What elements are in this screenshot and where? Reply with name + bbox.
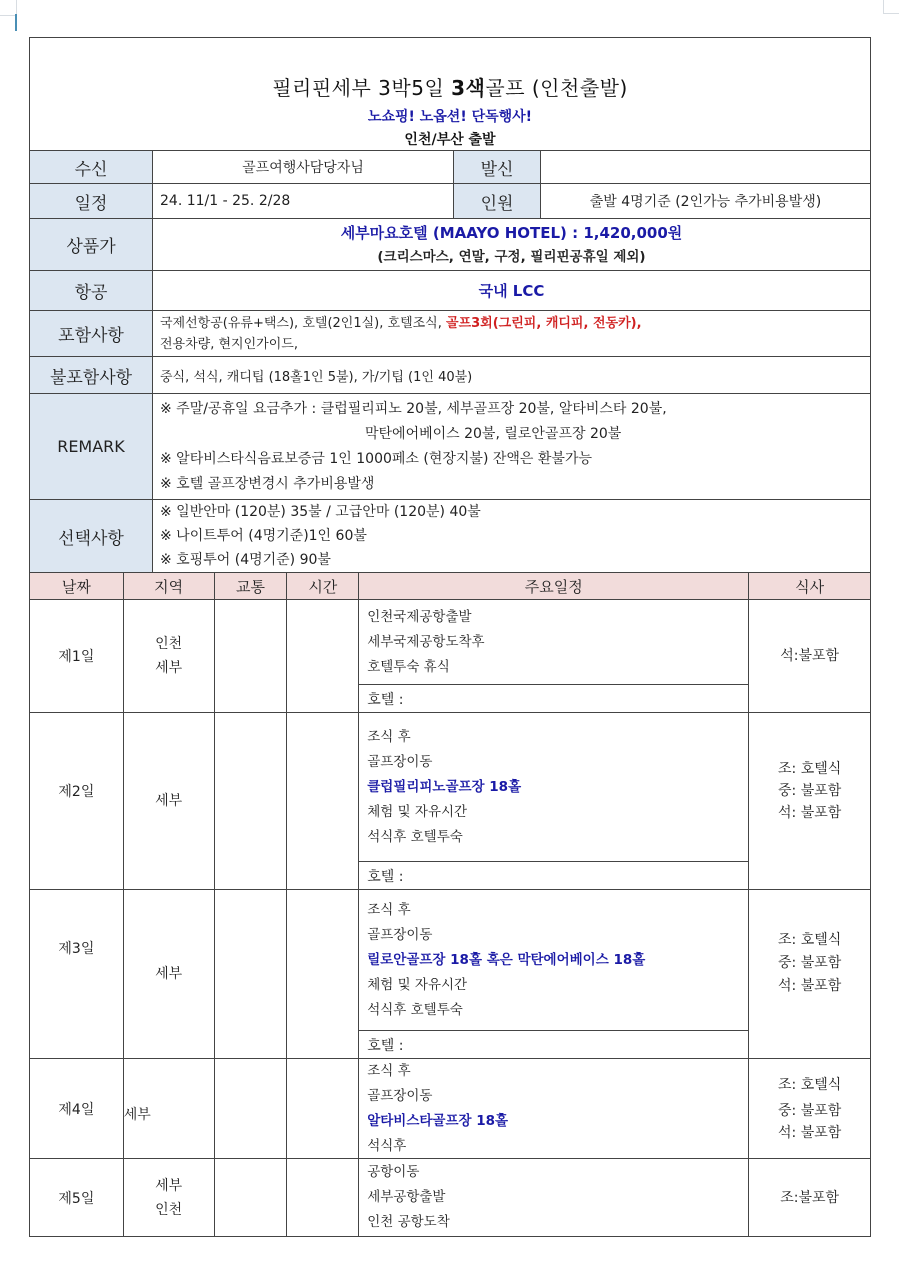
meal-item: 중: 불포함 (778, 783, 842, 799)
price-value (153, 219, 870, 270)
people-value: 출발 4명기준 (2인가능 추가비용발생) (589, 194, 822, 210)
itinerary-item: 조식 후 (367, 901, 411, 918)
meal-item: 중: 불포함 (778, 1102, 842, 1119)
region-name: 세부 (155, 966, 183, 982)
meal-item: 석: 불포함 (778, 805, 842, 821)
included-label: 포함사항 (30, 311, 153, 356)
options-value (153, 500, 870, 572)
schedule-row (30, 184, 870, 219)
included-row (30, 311, 870, 357)
itinerary-items (359, 713, 748, 861)
itinerary-items (359, 1159, 748, 1236)
itinerary-item-golf: 릴로안골프장 18홀 혹은 막탄에어베이스 18홀 (367, 951, 646, 968)
day-region (124, 713, 215, 889)
day-label: 제4일 (30, 1059, 124, 1158)
included-line-2: 전용차량, 현지인가이드, (160, 336, 298, 352)
col-header-itinerary: 주요일정 (359, 573, 749, 599)
day-time (287, 600, 359, 712)
day-transport (215, 600, 288, 712)
itinerary-item: 골프장이동 (367, 926, 433, 943)
itinerary-item-golf: 알타비스타골프장 18홀 (367, 1113, 509, 1129)
day-region (124, 1159, 215, 1236)
itinerary-item: 골프장이동 (367, 753, 433, 770)
region-name: 세부 (155, 1177, 183, 1194)
region-name: 인천 (155, 636, 183, 652)
itinerary-items (359, 600, 748, 684)
col-header-time: 시간 (287, 573, 359, 599)
day-time (287, 713, 359, 889)
day-label: 제5일 (30, 1159, 124, 1236)
schedule-table-header (30, 573, 870, 600)
remark-label: REMARK (30, 394, 153, 499)
schedule-day-row (30, 1159, 870, 1237)
meal-item: 석: 불포함 (778, 977, 842, 994)
itinerary-item: 인천 공항도착 (367, 1214, 450, 1230)
option-line: ※ 일반안마 (120분) 35불 / 고급안마 (120분) 40불 (160, 504, 481, 520)
schedule-value: 24. 11/1 - 25. 2/28 (160, 193, 291, 209)
schedule-day-row (30, 890, 870, 1059)
day-itinerary (359, 1159, 749, 1236)
departure-info: 인천/부산 출발 (404, 132, 496, 148)
meal-item: 조: 호텔식 (778, 1076, 842, 1093)
day-meals (749, 1059, 870, 1158)
day-meals (749, 600, 870, 712)
col-header-transport: 교통 (215, 573, 288, 599)
airline-label: 항공 (30, 271, 153, 310)
day-time (287, 1159, 359, 1236)
subtitle: 노쇼핑! 노옵션! 단독행사! (367, 109, 533, 125)
hotel-line: 호텔 : (359, 861, 748, 889)
remark-line: ※ 주말/공휴일 요금추가 : 클럽필리피노 20불, 세부골프장 20불, 알타비스타 20불, (160, 400, 667, 417)
day-meals (749, 1159, 870, 1236)
excluded-value: 중식, 석식, 캐디팁 (18홀1인 5불), 가/기팁 (1인 40불) (160, 369, 473, 385)
region-name: 세부 (155, 793, 183, 809)
price-row (30, 219, 870, 271)
price-exclusions: (크리스마스, 연말, 구정, 필리핀공휴일 제외) (377, 248, 646, 265)
sender-value (541, 151, 870, 183)
itinerary-item: 호텔투숙 휴식 (367, 658, 450, 675)
meal-item: 석: 불포함 (778, 1124, 842, 1141)
recipient-row (30, 151, 870, 184)
recipient-value: 골프여행사담당자님 (242, 160, 364, 176)
hotel-line: 호텔 : (359, 684, 748, 712)
day-transport (215, 890, 288, 1058)
day-label: 제1일 (30, 600, 124, 712)
recipient-label: 수신 (30, 151, 153, 183)
price-main: 세부마요호텔 (MAAYO HOTEL) : 1,420,000원 (340, 223, 683, 242)
itinerary-items (359, 1059, 748, 1159)
title-block (30, 38, 870, 151)
options-row (30, 500, 870, 573)
itinerary-item: 공항이동 (367, 1164, 420, 1180)
option-line: ※ 나이트투어 (4명기준)1인 60불 (160, 528, 367, 544)
day-itinerary (359, 713, 749, 889)
itinerary-item: 체험 및 자유시간 (367, 976, 468, 993)
remark-line: ※ 알타비스타식음료보증금 1인 1000페소 (현장지불) 잔액은 환불가능 (160, 450, 592, 467)
meal-item: 중: 불포함 (778, 954, 842, 971)
day-itinerary (359, 600, 749, 712)
meal-item: 조:불포함 (780, 1189, 840, 1206)
day-region (124, 600, 215, 712)
day-itinerary (359, 1059, 749, 1158)
airline-row (30, 271, 870, 311)
col-header-date: 날짜 (30, 573, 124, 599)
airline-value: 국내 LCC (478, 282, 545, 300)
price-label: 상품가 (30, 219, 153, 270)
day-label: 제3일 (30, 890, 124, 1058)
itinerary-item: 체험 및 자유시간 (367, 803, 468, 820)
day-meals (749, 890, 870, 1058)
people-label: 인원 (453, 184, 541, 218)
included-items: 국제선항공(유류+택스), 호텔(2인1실), 호텔조식, (160, 315, 447, 331)
document-title (30, 72, 870, 101)
day-time (287, 890, 359, 1058)
remark-row (30, 394, 870, 500)
remark-value (153, 394, 870, 499)
itinerary-item-golf: 클럽필리피노골프장 18홀 (367, 778, 522, 795)
schedule-day-row (30, 600, 870, 713)
schedule-label: 일정 (30, 184, 153, 218)
day-meals (749, 713, 870, 889)
page-corner-marker-right (883, 0, 899, 14)
included-line-1 (160, 313, 642, 334)
text-cursor (15, 14, 17, 31)
schedule-day-row (30, 1059, 870, 1159)
day-time (287, 1059, 359, 1158)
included-golf-highlight: 골프3회(그린피, 캐디피, 전동카), (446, 315, 642, 331)
region-name: 인천 (155, 1201, 183, 1218)
option-line: ※ 호핑투어 (4명기준) 90불 (160, 552, 331, 568)
day-transport (215, 1059, 288, 1158)
remark-line: 막탄에어베이스 20불, 릴로안골프장 20불 (365, 425, 622, 442)
schedule-day-row (30, 713, 870, 890)
title-bold: 3색 (451, 76, 486, 100)
sender-label: 발신 (453, 151, 541, 183)
itinerary-item: 조식 후 (367, 728, 411, 745)
itinerary-item: 골프장이동 (367, 1088, 433, 1104)
day-region (124, 890, 215, 1058)
options-label: 선택사항 (30, 500, 153, 572)
meal-item: 석:불포함 (780, 648, 840, 664)
meal-item: 조: 호텔식 (778, 931, 842, 948)
included-value (153, 311, 870, 356)
hotel-line: 호텔 : (359, 1030, 748, 1058)
title-suffix: 골프 (인천출발) (485, 76, 628, 100)
remark-line: ※ 호텔 골프장변경시 추가비용발생 (160, 475, 375, 492)
region-name: 세부 (123, 1106, 151, 1123)
itinerary-document (29, 37, 871, 1237)
col-header-meals: 식사 (795, 577, 825, 596)
itinerary-items (359, 890, 748, 1030)
day-region (124, 1059, 215, 1158)
meal-item: 조: 호텔식 (778, 761, 842, 777)
day-transport (215, 1159, 288, 1236)
region-name: 세부 (155, 660, 183, 676)
itinerary-item: 인천국제공항출발 (367, 608, 472, 625)
day-itinerary (359, 890, 749, 1058)
excluded-label: 불포함사항 (30, 357, 153, 393)
day-label: 제2일 (30, 713, 124, 889)
itinerary-item: 세부국제공항도착후 (367, 633, 485, 650)
title-prefix: 필리핀세부 3박5일 (272, 76, 452, 100)
itinerary-item: 조식 후 (367, 1063, 411, 1079)
excluded-row (30, 357, 870, 394)
day-transport (215, 713, 288, 889)
itinerary-item: 석식후 호텔투숙 (367, 828, 463, 845)
itinerary-item: 석식후 (367, 1138, 407, 1154)
itinerary-item: 석식후 호텔투숙 (367, 1001, 463, 1018)
itinerary-item: 세부공항출발 (367, 1189, 446, 1205)
col-header-region: 지역 (124, 573, 215, 599)
